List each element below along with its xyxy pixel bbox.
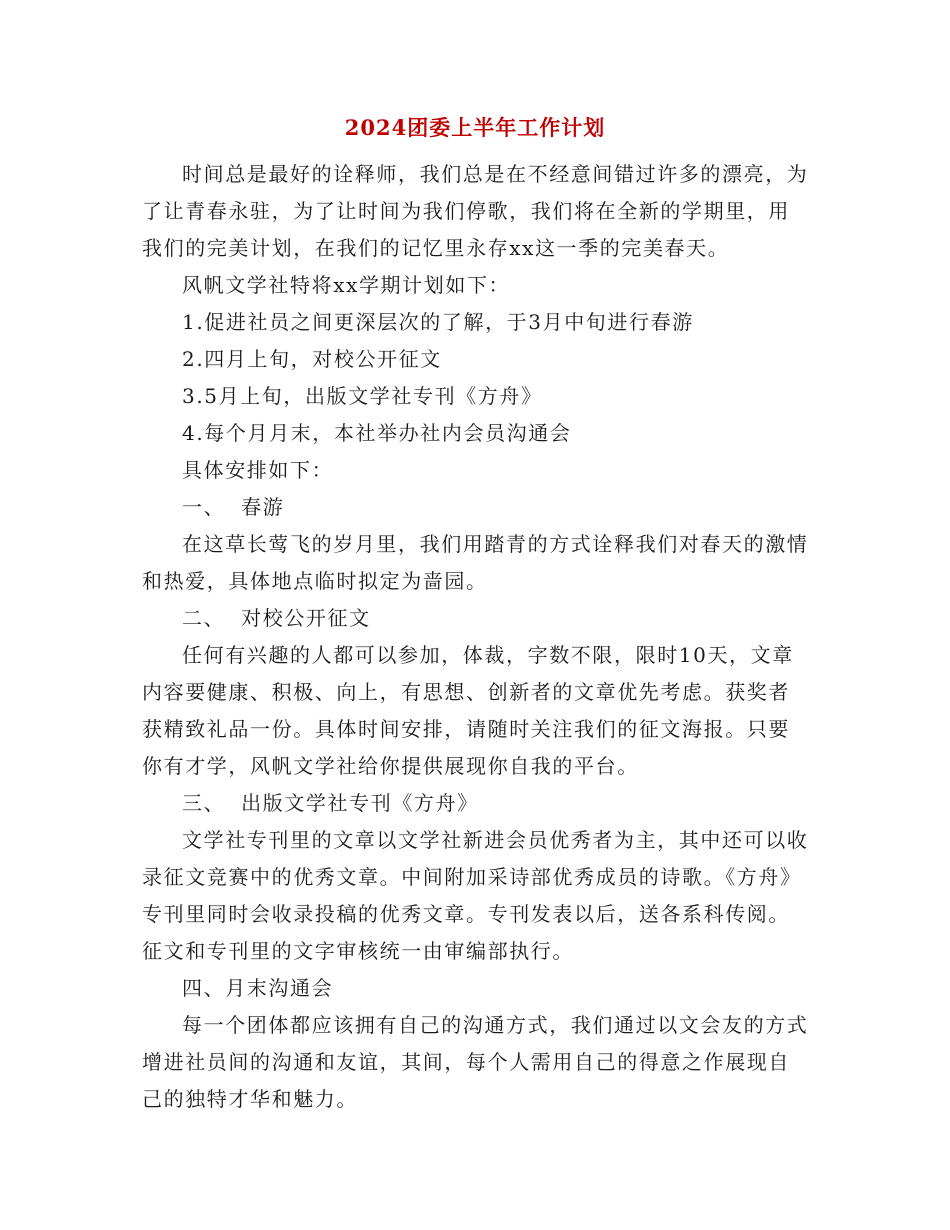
section-heading: 一、 春游 xyxy=(182,495,285,519)
section-body: 文学社专刊里的文章以文学社新进会员优秀者为主，其中还可以收录征文竞赛中的优秀文章。中间附加采诗部优秀成员的诗歌。《方舟》专刊里同时会收录投稿的优秀文章。专刊发表以后，送各系科传阅。征文和专刊里的文字审核统一由审编部执行。 xyxy=(142,828,809,963)
document-title: 2024团委上半年工作计划 xyxy=(344,115,606,140)
plan-item: 1.促进社员之间更深层次的了解，于3月中旬进行春游 xyxy=(182,310,694,334)
section-heading: 三、 出版文学社专刊《方舟》 xyxy=(182,791,479,815)
intro-paragraph: 时间总是最好的诠释师，我们总是在不经意间错过许多的漂亮，为了让青春永驻，为了让时间为我们停歌，我们将在全新的学期里，用我们的完美计划，在我们的记忆里永存xx这一季的完美春天。 xyxy=(142,162,809,260)
plan-item: 3.5月上旬，出版文学社专刊《方舟》 xyxy=(182,384,543,408)
document-body xyxy=(142,156,810,1118)
plan-intro-paragraph: 风帆文学社特将xx学期计划如下： xyxy=(182,273,511,297)
section-body: 在这草长莺飞的岁月里，我们用踏青的方式诠释我们对春天的激情和热爱，具体地点临时拟定为啬园。 xyxy=(142,532,809,593)
section-body: 任何有兴趣的人都可以参加，体裁，字数不限，限时10天，文章内容要健康、积极、向上，有思想、创新者的文章优先考虑。获奖者获精致礼品一份。具体时间安排，请随时关注我们的征文海报。只要你有才学，风帆文学社给你提供展现你自我的平台。 xyxy=(142,643,794,778)
section-body: 每一个团体都应该拥有自己的沟通方式，我们通过以文会友的方式增进社员间的沟通和友谊，其间，每个人需用自己的得意之作展现自己的独特才华和魅力。 xyxy=(142,1013,809,1111)
section-heading: 二、 对校公开征文 xyxy=(182,606,371,630)
arrangement-intro: 具体安排如下： xyxy=(182,458,334,482)
plan-item: 2.四月上旬，对校公开征文 xyxy=(182,347,442,371)
plan-item: 4.每个月月末，本社举办社内会员沟通会 xyxy=(182,421,572,445)
section-heading: 四、月末沟通会 xyxy=(182,976,334,1000)
